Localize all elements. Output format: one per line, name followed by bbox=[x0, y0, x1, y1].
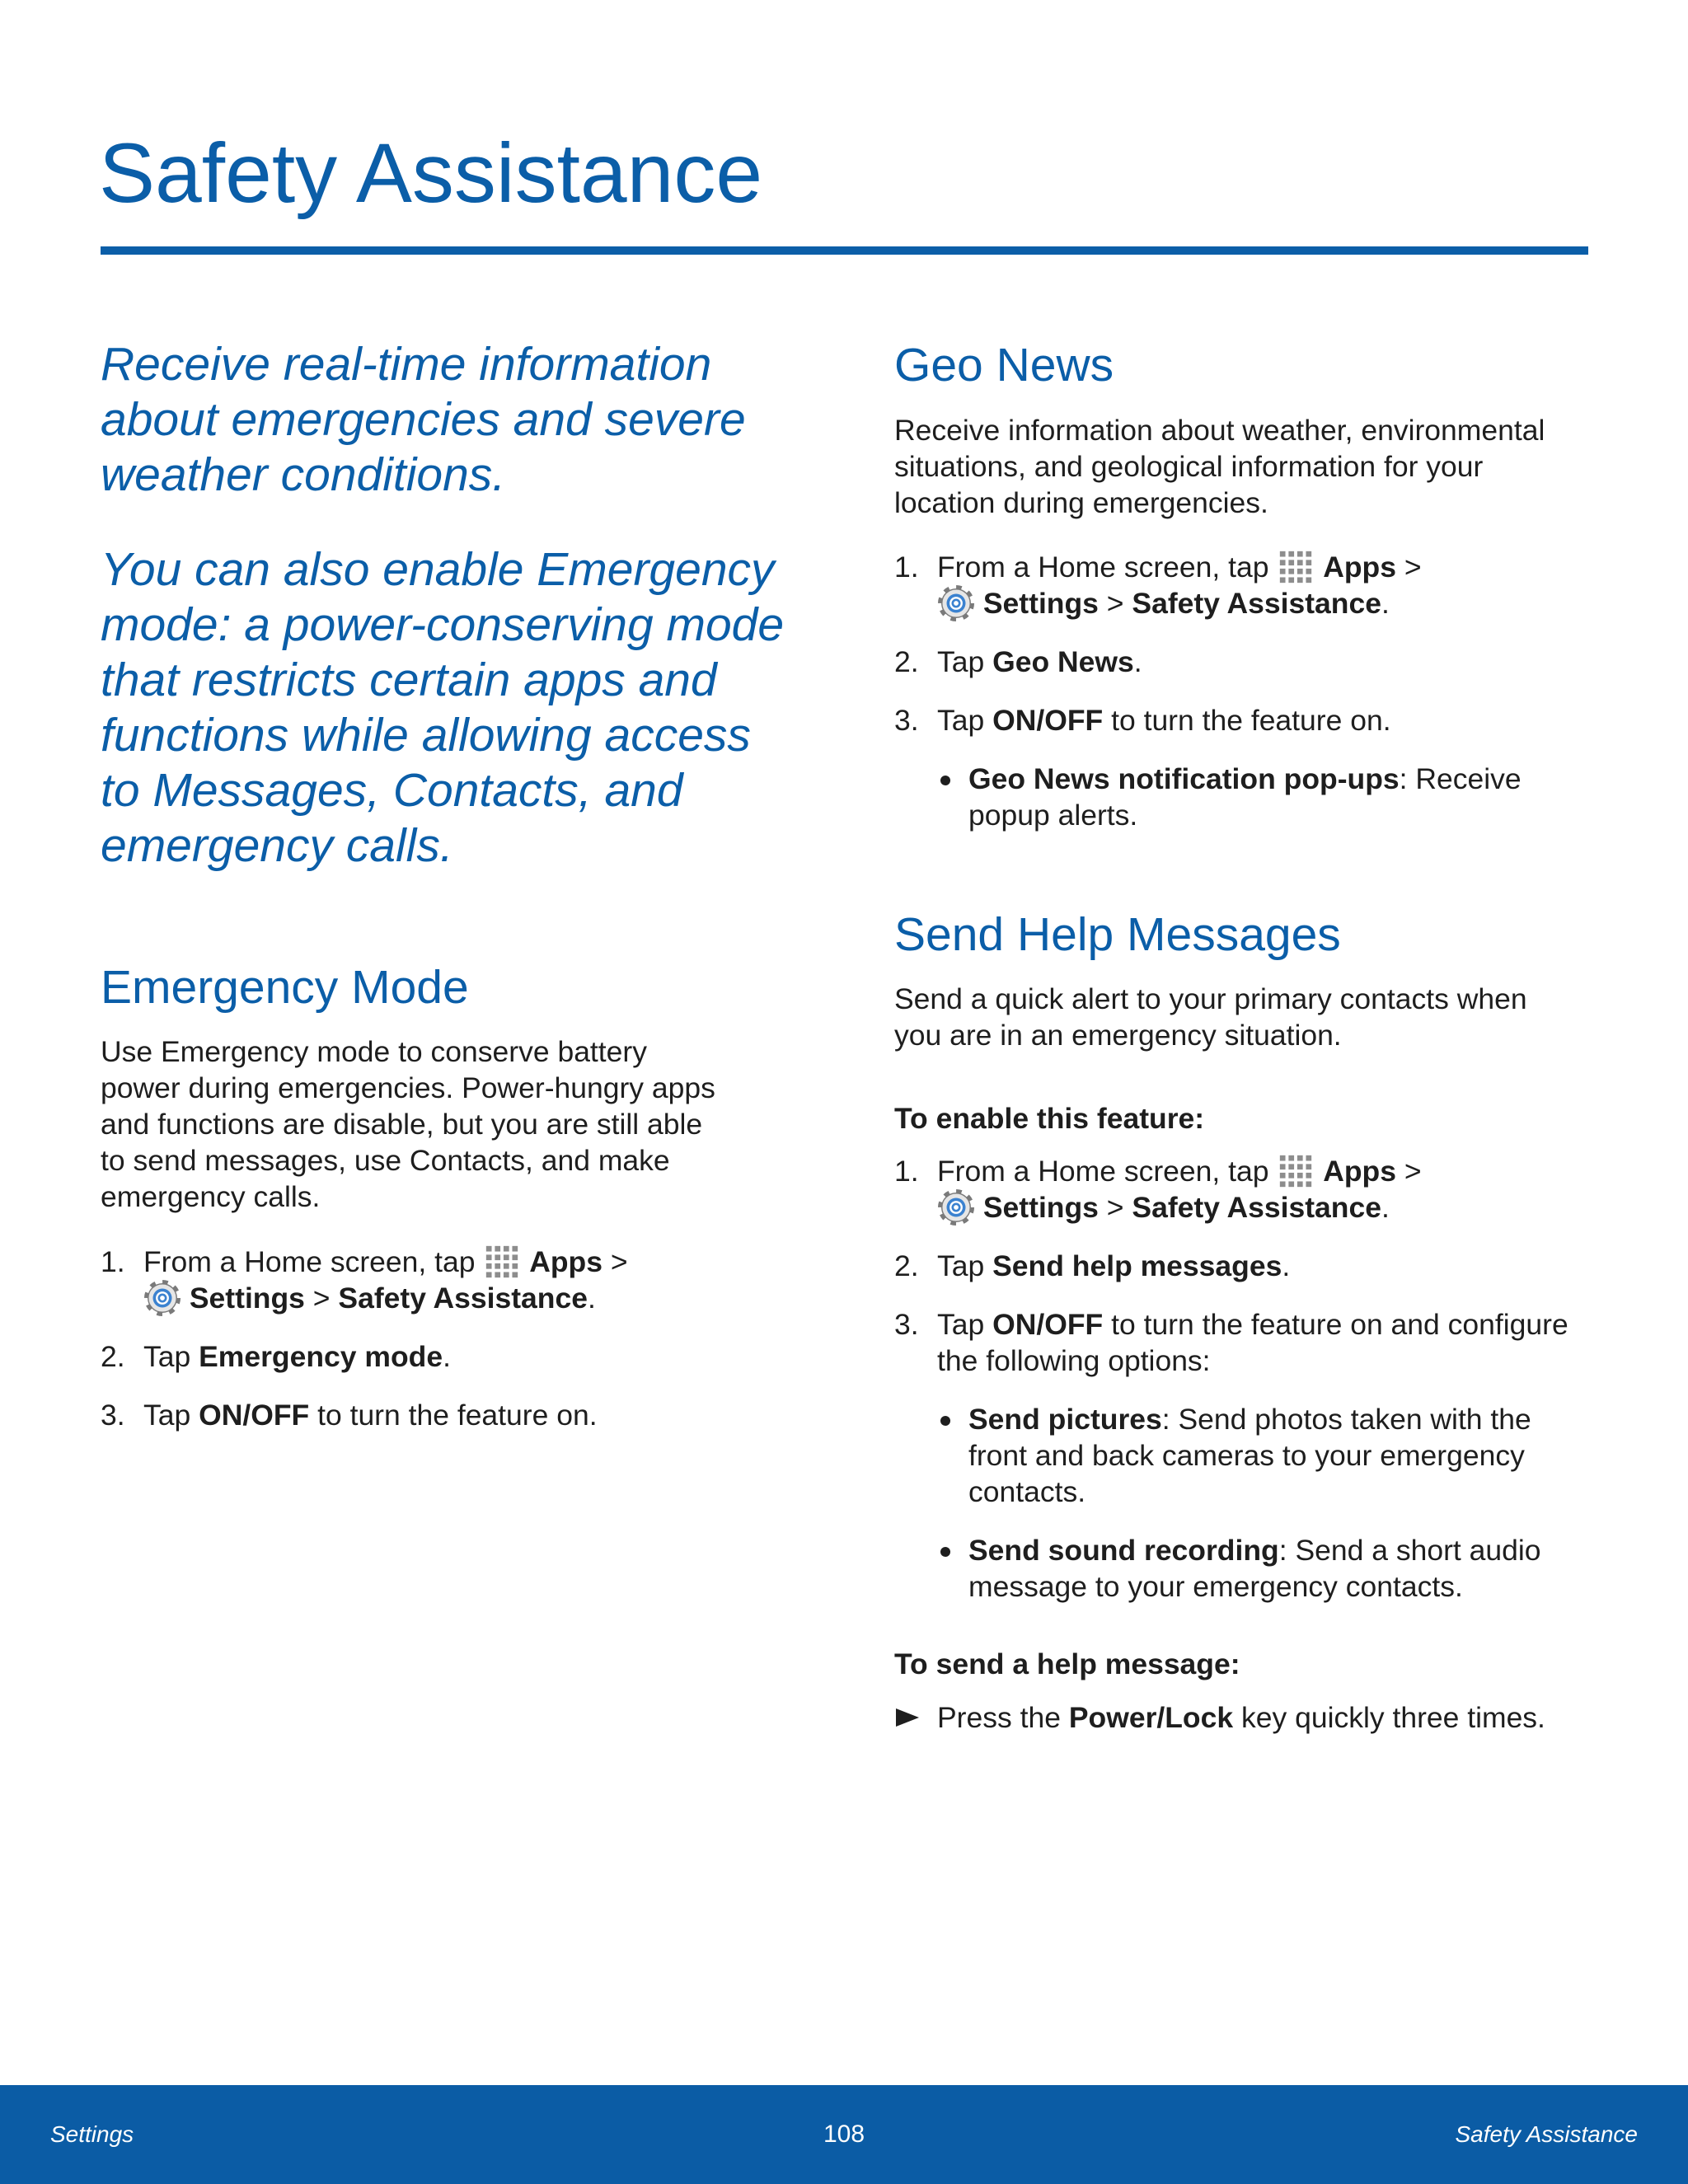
send-help-step-1 bbox=[894, 1153, 1636, 1226]
intro-line: about emergencies and severe bbox=[101, 393, 746, 446]
intro-line: mode: a power-conserving mode bbox=[101, 598, 785, 651]
geo-news-label: Geo News bbox=[992, 645, 1134, 678]
step-text: to turn the feature on. bbox=[1111, 704, 1391, 737]
step-text: Tap bbox=[937, 1308, 985, 1341]
section-heading-emergency-mode: Emergency Mode bbox=[101, 961, 469, 1014]
settings-gear-icon bbox=[937, 585, 975, 621]
description-line: Receive information about weather, environmental bbox=[894, 414, 1545, 447]
description-line: situations, and geological information for your bbox=[894, 450, 1484, 483]
option-line bbox=[968, 761, 1636, 797]
action-text: Press the bbox=[937, 1701, 1061, 1734]
option-item bbox=[894, 1401, 1636, 1510]
step-text: Tap bbox=[143, 1399, 191, 1432]
subheading-send-message bbox=[894, 1646, 1636, 1682]
option-label: Geo News notification pop-ups bbox=[968, 762, 1400, 795]
footer-section: Safety Assistance bbox=[1455, 2121, 1638, 2147]
bullet-dot bbox=[940, 1547, 950, 1557]
apps-grid-icon bbox=[483, 1244, 521, 1280]
apps-grid-icon bbox=[1277, 549, 1315, 585]
step-text: From a Home screen, tap bbox=[937, 1155, 1269, 1188]
footer-page-number: 108 bbox=[823, 2121, 865, 2148]
path-separator: > bbox=[1106, 1191, 1124, 1224]
emergency-mode-label: Emergency mode bbox=[199, 1340, 443, 1373]
intro-line: that restricts certain apps and bbox=[101, 654, 717, 706]
path-separator: > bbox=[1106, 587, 1124, 620]
step-text: to turn the feature on. bbox=[317, 1399, 598, 1432]
path-separator: > bbox=[312, 1282, 331, 1315]
intro-line: functions while allowing access bbox=[101, 709, 751, 762]
subheading-enable-feature bbox=[894, 1100, 1636, 1137]
step-line bbox=[143, 1397, 842, 1433]
step-text: Tap bbox=[937, 704, 985, 737]
settings-gear-icon bbox=[937, 1189, 975, 1226]
intro-line: You can also enable Emergency bbox=[101, 543, 775, 596]
step-number: 3. bbox=[894, 1308, 919, 1341]
safety-assistance-label: Safety Assistance bbox=[1132, 587, 1381, 620]
intro-line: emergency calls. bbox=[101, 819, 453, 872]
geo-news-step-1 bbox=[894, 549, 1636, 621]
step-line bbox=[143, 1338, 842, 1375]
description-line: to send messages, use Contacts, and make bbox=[101, 1144, 670, 1177]
option-text: : Send a short audio bbox=[1278, 1534, 1541, 1567]
emergency-mode-description bbox=[101, 1033, 842, 1215]
option-item bbox=[894, 761, 1636, 833]
description-line: emergency calls. bbox=[101, 1180, 321, 1213]
step-text: Tap bbox=[143, 1340, 191, 1373]
option-text: popup alerts. bbox=[968, 799, 1138, 832]
geo-news-step-2 bbox=[894, 644, 1636, 680]
action-step bbox=[894, 1699, 1636, 1736]
option-line bbox=[968, 1568, 1636, 1605]
title-divider bbox=[101, 246, 1588, 255]
description-line: power during emergencies. Power-hungry apps bbox=[101, 1071, 715, 1104]
path-separator: > bbox=[1404, 1155, 1422, 1188]
bullet-dot bbox=[940, 776, 950, 785]
step-line bbox=[143, 1280, 842, 1316]
step-line bbox=[937, 1306, 1636, 1343]
on-off-label: ON/OFF bbox=[992, 704, 1104, 737]
step-text: . bbox=[1381, 1191, 1390, 1224]
safety-assistance-label: Safety Assistance bbox=[338, 1282, 588, 1315]
safety-assistance-label: Safety Assistance bbox=[1132, 1191, 1381, 1224]
step-line bbox=[937, 702, 1636, 738]
description-line: Use Emergency mode to conserve battery bbox=[101, 1035, 647, 1068]
page-footer bbox=[0, 2085, 1688, 2184]
send-help-description bbox=[894, 981, 1636, 1053]
option-line bbox=[968, 797, 1636, 833]
settings-label: Settings bbox=[189, 1282, 305, 1315]
step-line bbox=[937, 585, 1636, 621]
step-text: Tap bbox=[937, 1249, 985, 1282]
on-off-label: ON/OFF bbox=[199, 1399, 310, 1432]
intro-summary bbox=[101, 337, 842, 503]
section-heading-send-help-messages: Send Help Messages bbox=[894, 908, 1341, 961]
step-number: 1. bbox=[894, 1155, 919, 1188]
option-item bbox=[894, 1532, 1636, 1605]
step-line bbox=[937, 1248, 1636, 1284]
emergency-step-2 bbox=[101, 1338, 842, 1375]
power-lock-label: Power/Lock bbox=[1068, 1701, 1234, 1734]
page-title: Safety Assistance bbox=[99, 126, 763, 220]
send-help-step-2 bbox=[894, 1248, 1636, 1284]
step-text: . bbox=[587, 1282, 596, 1315]
geo-news-description bbox=[894, 412, 1636, 521]
right-column bbox=[894, 337, 1636, 1736]
intro-line: to Messages, Contacts, and bbox=[101, 764, 683, 817]
step-line bbox=[143, 1244, 842, 1280]
bullet-dot bbox=[940, 1416, 950, 1426]
apps-grid-icon bbox=[1277, 1153, 1315, 1189]
action-line bbox=[937, 1699, 1636, 1736]
send-help-messages-label: Send help messages bbox=[992, 1249, 1282, 1282]
step-line bbox=[937, 549, 1636, 585]
subheading-text: To send a help message: bbox=[894, 1647, 1240, 1680]
step-text: . bbox=[1133, 645, 1142, 678]
apps-label: Apps bbox=[1323, 551, 1396, 583]
path-separator: > bbox=[1404, 551, 1422, 583]
step-text: From a Home screen, tap bbox=[937, 551, 1269, 583]
option-text: : Receive bbox=[1399, 762, 1522, 795]
settings-gear-icon bbox=[143, 1280, 181, 1316]
step-text: the following options: bbox=[937, 1344, 1211, 1377]
step-text: Tap bbox=[937, 645, 985, 678]
settings-label: Settings bbox=[982, 1191, 1099, 1224]
step-number: 1. bbox=[101, 1245, 125, 1278]
apps-label: Apps bbox=[529, 1245, 603, 1278]
option-line bbox=[968, 1474, 1636, 1510]
arrow-right-icon bbox=[896, 1708, 919, 1727]
step-text: From a Home screen, tap bbox=[143, 1245, 476, 1278]
apps-label: Apps bbox=[1323, 1155, 1396, 1188]
description-line: location during emergencies. bbox=[894, 486, 1268, 519]
option-text: : Send photos taken with the bbox=[1161, 1403, 1531, 1436]
step-number: 3. bbox=[894, 704, 919, 737]
option-label: Send sound recording bbox=[968, 1534, 1279, 1567]
step-text: . bbox=[1381, 587, 1390, 620]
intro-line: Receive real-time information bbox=[101, 338, 712, 391]
option-text: message to your emergency contacts. bbox=[968, 1570, 1463, 1603]
geo-news-step-3 bbox=[894, 702, 1636, 738]
subheading-text: To enable this feature: bbox=[894, 1102, 1205, 1135]
option-line bbox=[968, 1532, 1636, 1568]
intro-line: weather conditions. bbox=[101, 448, 506, 501]
step-line bbox=[937, 644, 1636, 680]
action-text: key quickly three times. bbox=[1240, 1701, 1545, 1734]
option-text: front and back cameras to your emergency bbox=[968, 1439, 1525, 1472]
emergency-step-3 bbox=[101, 1397, 842, 1433]
footer-chapter: Settings bbox=[50, 2121, 134, 2147]
left-column bbox=[101, 337, 842, 1433]
step-number: 1. bbox=[894, 551, 919, 583]
step-line bbox=[937, 1189, 1636, 1226]
option-text: contacts. bbox=[968, 1475, 1086, 1508]
description-line: you are in an emergency situation. bbox=[894, 1019, 1342, 1052]
step-number: 2. bbox=[101, 1340, 125, 1373]
step-line bbox=[937, 1153, 1636, 1189]
option-line bbox=[968, 1401, 1636, 1437]
step-text: . bbox=[1282, 1249, 1291, 1282]
description-line: and functions are disable, but you are still able bbox=[101, 1108, 703, 1141]
option-label: Send pictures bbox=[968, 1403, 1162, 1436]
section-heading-geo-news: Geo News bbox=[894, 339, 1114, 391]
step-number: 3. bbox=[101, 1399, 125, 1432]
path-separator: > bbox=[610, 1245, 628, 1278]
step-number: 2. bbox=[894, 645, 919, 678]
on-off-label: ON/OFF bbox=[992, 1308, 1104, 1341]
settings-label: Settings bbox=[982, 587, 1099, 620]
step-number: 2. bbox=[894, 1249, 919, 1282]
option-line bbox=[968, 1437, 1636, 1474]
step-text: . bbox=[443, 1340, 451, 1373]
emergency-step-1 bbox=[101, 1244, 842, 1316]
description-line: Send a quick alert to your primary contacts when bbox=[894, 982, 1527, 1015]
send-help-step-3 bbox=[894, 1306, 1636, 1379]
step-text: to turn the feature on and configure bbox=[1111, 1308, 1568, 1341]
step-line bbox=[937, 1343, 1636, 1379]
intro-emergency-note bbox=[101, 542, 842, 874]
